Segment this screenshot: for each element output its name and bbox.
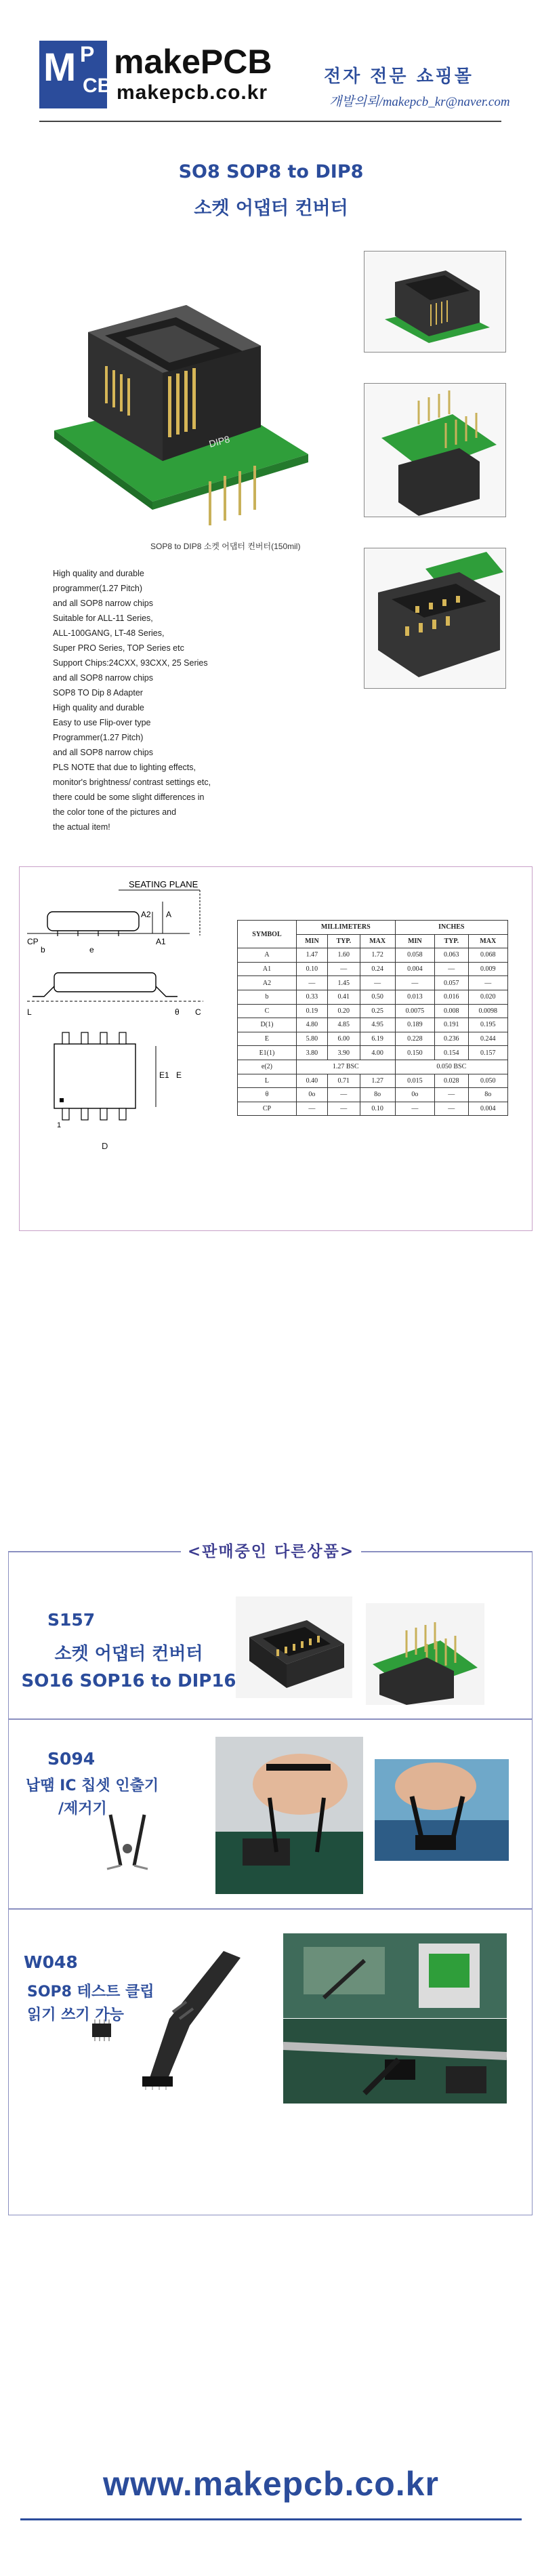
table-cell: 0.050 bbox=[468, 1074, 508, 1088]
product-name-line: 납땜 IC 칩셋 인출기 bbox=[26, 1777, 159, 1794]
product-thumb-3[interactable] bbox=[364, 548, 506, 689]
table-cell: — bbox=[296, 1102, 327, 1116]
label-cp: CP bbox=[27, 937, 39, 946]
table-row bbox=[238, 1074, 508, 1088]
table-row bbox=[238, 1018, 508, 1032]
table-cell: — bbox=[435, 1102, 468, 1116]
table-cell: 0.154 bbox=[435, 1046, 468, 1060]
table-cell: — bbox=[327, 1102, 360, 1116]
table-cell: — bbox=[435, 962, 468, 976]
brand-name: makePCB bbox=[114, 43, 272, 81]
desc-line: and all SOP8 narrow chips bbox=[53, 748, 153, 757]
related-products-heading: <판매중인 다른상품> bbox=[187, 1542, 355, 1561]
table-cell: A bbox=[238, 948, 297, 963]
related-photo-w048-chip bbox=[87, 2017, 117, 2044]
logo-letter-m: M bbox=[43, 45, 77, 89]
table-cell: θ bbox=[238, 1088, 297, 1102]
table-cell: 0.244 bbox=[468, 1032, 508, 1046]
table-cell: D(1) bbox=[238, 1018, 297, 1032]
header-divider bbox=[39, 121, 501, 122]
label-theta: θ bbox=[175, 1007, 180, 1017]
table-cell: 0.004 bbox=[395, 962, 434, 976]
table-cell: 0.028 bbox=[435, 1074, 468, 1088]
product-name-line: 읽기 쓰기 가능 bbox=[27, 2007, 124, 2024]
spec-sub-header: MAX bbox=[360, 934, 395, 948]
product-thumb-1[interactable] bbox=[364, 251, 506, 353]
table-cell: 0.050 BSC bbox=[395, 1060, 507, 1074]
label-l: L bbox=[27, 1007, 32, 1017]
product-name bbox=[20, 1641, 237, 1695]
table-cell: 5.80 bbox=[296, 1032, 327, 1046]
brand-logo[interactable] bbox=[39, 41, 112, 108]
spec-in-header: INCHES bbox=[395, 921, 507, 935]
table-cell: 0.41 bbox=[327, 990, 360, 1004]
table-cell: 8o bbox=[468, 1088, 508, 1102]
table-cell: 0o bbox=[395, 1088, 434, 1102]
product-description bbox=[53, 566, 249, 834]
table-cell: 0.013 bbox=[395, 990, 434, 1004]
svg-text:DIP8: DIP8 bbox=[207, 433, 231, 449]
table-cell: 1.72 bbox=[360, 948, 395, 963]
table-cell: 0.068 bbox=[468, 948, 508, 963]
product-name-line: SOP8 테스트 클립 bbox=[27, 1984, 154, 2000]
desc-line: High quality and durable bbox=[53, 569, 144, 578]
table-cell: — bbox=[395, 1102, 434, 1116]
table-cell: — bbox=[360, 976, 395, 990]
table-cell: — bbox=[395, 976, 434, 990]
table-cell: A1 bbox=[238, 962, 297, 976]
table-cell: 0.71 bbox=[327, 1074, 360, 1088]
table-cell: 0.191 bbox=[435, 1018, 468, 1032]
table-cell: 0.10 bbox=[296, 962, 327, 976]
table-row bbox=[238, 1060, 508, 1074]
label-d: D bbox=[102, 1141, 108, 1151]
related-photo-w048-b bbox=[283, 2019, 507, 2104]
logo-letters-cb: CB bbox=[83, 75, 112, 97]
table-cell: 0.009 bbox=[468, 962, 508, 976]
table-cell: 0.25 bbox=[360, 1004, 395, 1018]
table-cell: 6.19 bbox=[360, 1032, 395, 1046]
desc-line: High quality and durable bbox=[53, 703, 144, 712]
table-cell: C bbox=[238, 1004, 297, 1018]
table-cell: 0.236 bbox=[435, 1032, 468, 1046]
table-cell: 0.189 bbox=[395, 1018, 434, 1032]
table-cell: 0.19 bbox=[296, 1004, 327, 1018]
related-photo-s094-tool bbox=[100, 1811, 154, 1876]
table-cell: e(2) bbox=[238, 1060, 297, 1074]
table-cell: 0.020 bbox=[468, 990, 508, 1004]
table-cell: E bbox=[238, 1032, 297, 1046]
product-title-line2: 소켓 어댑터 컨버터 bbox=[194, 198, 348, 219]
table-cell: 1.60 bbox=[327, 948, 360, 963]
table-row bbox=[238, 1032, 508, 1046]
table-cell: 0.157 bbox=[468, 1046, 508, 1060]
footer-divider bbox=[20, 2518, 522, 2520]
table-cell: 0.0075 bbox=[395, 1004, 434, 1018]
table-row bbox=[238, 948, 508, 963]
seating-plane-label: SEATING PLANE bbox=[129, 879, 199, 889]
table-cell: 0.057 bbox=[435, 976, 468, 990]
related-photo-s094-b bbox=[375, 1759, 509, 1861]
table-cell: 8o bbox=[360, 1088, 395, 1102]
spec-table bbox=[237, 920, 508, 1116]
desc-line: and all SOP8 narrow chips bbox=[53, 599, 153, 608]
main-product-photo bbox=[41, 258, 332, 536]
desc-line: monitor's brightness/ contrast settings etc, bbox=[53, 778, 211, 787]
table-cell: 1.45 bbox=[327, 976, 360, 990]
spec-sub-header: MIN bbox=[395, 934, 434, 948]
desc-line: Suitable for ALL-11 Series, bbox=[53, 613, 153, 623]
table-cell: 0.33 bbox=[296, 990, 327, 1004]
table-cell: L bbox=[238, 1074, 297, 1088]
table-row bbox=[238, 1102, 508, 1116]
table-cell: 0o bbox=[296, 1088, 327, 1102]
desc-line: ALL-100GANG, LT-48 Series, bbox=[53, 628, 165, 638]
table-cell: 1.27 BSC bbox=[296, 1060, 395, 1074]
table-cell: 4.00 bbox=[360, 1046, 395, 1060]
table-row bbox=[238, 976, 508, 990]
label-a2: A2 bbox=[141, 910, 151, 919]
table-cell: 4.85 bbox=[327, 1018, 360, 1032]
table-cell: 4.80 bbox=[296, 1018, 327, 1032]
related-photo-s157-a bbox=[236, 1596, 352, 1698]
desc-line: Support Chips:24CXX, 93CXX, 25 Series bbox=[53, 658, 208, 668]
product-code: S157 bbox=[47, 1610, 96, 1630]
logo-letter-p: P bbox=[80, 42, 95, 66]
table-cell: b bbox=[238, 990, 297, 1004]
desc-line: there could be some slight differences in bbox=[53, 792, 205, 802]
label-e-cap: E bbox=[176, 1070, 182, 1080]
product-name-line: SO16 SOP16 to DIP16 bbox=[21, 1671, 236, 1691]
table-cell: 0.058 bbox=[395, 948, 434, 963]
desc-line: and all SOP8 narrow chips bbox=[53, 673, 153, 683]
desc-line: Easy to use Flip-over type bbox=[53, 718, 151, 727]
table-cell: 4.95 bbox=[360, 1018, 395, 1032]
table-cell: 3.90 bbox=[327, 1046, 360, 1060]
site-header bbox=[39, 41, 541, 112]
table-cell: 0.50 bbox=[360, 990, 395, 1004]
photo-caption: SOP8 to DIP8 소켓 어댑터 컨버터(150mil) bbox=[150, 542, 301, 551]
label-a: A bbox=[166, 910, 172, 919]
table-cell: A2 bbox=[238, 976, 297, 990]
label-b: b bbox=[41, 945, 45, 954]
spec-sub-header: MAX bbox=[468, 934, 508, 948]
label-c: C bbox=[195, 1007, 201, 1017]
contact-email[interactable]: 개발의뢰/makepcb_kr@naver.com bbox=[329, 95, 510, 109]
table-cell: — bbox=[296, 976, 327, 990]
related-photo-s157-b bbox=[366, 1603, 484, 1705]
related-photo-w048-a bbox=[283, 1933, 507, 2018]
related-divider bbox=[8, 1908, 533, 1910]
spec-sub-header: MIN bbox=[296, 934, 327, 948]
table-cell: 3.80 bbox=[296, 1046, 327, 1060]
table-cell: CP bbox=[238, 1102, 297, 1116]
table-cell: — bbox=[327, 962, 360, 976]
table-cell: 0.24 bbox=[360, 962, 395, 976]
product-name-line: 소켓 어댑터 컨버터 bbox=[54, 1644, 203, 1664]
table-cell: 0.40 bbox=[296, 1074, 327, 1088]
label-e: e bbox=[89, 945, 94, 954]
product-code: S094 bbox=[47, 1749, 96, 1769]
spec-symbol-header: SYMBOL bbox=[238, 921, 297, 948]
desc-line: SOP8 TO Dip 8 Adapter bbox=[53, 688, 143, 698]
table-row bbox=[238, 962, 508, 976]
label-e1: E1 bbox=[159, 1070, 169, 1080]
table-cell: 0.015 bbox=[395, 1074, 434, 1088]
table-cell: 1.47 bbox=[296, 948, 327, 963]
table-cell: 1.27 bbox=[360, 1074, 395, 1088]
footer-site-url[interactable]: www.makepcb.co.kr bbox=[103, 2465, 439, 2503]
table-cell: E1(1) bbox=[238, 1046, 297, 1060]
desc-line: the actual item! bbox=[53, 822, 110, 832]
desc-line: Programmer(1.27 Pitch) bbox=[53, 733, 144, 742]
desc-line: programmer(1.27 Pitch) bbox=[53, 584, 142, 593]
label-a1: A1 bbox=[156, 937, 166, 946]
brand-url[interactable]: makepcb.co.kr bbox=[117, 81, 268, 104]
table-row bbox=[238, 1046, 508, 1060]
shop-tagline: 전자 전문 쇼핑몰 bbox=[324, 66, 474, 87]
table-cell: 0.195 bbox=[468, 1018, 508, 1032]
table-cell: 0.228 bbox=[395, 1032, 434, 1046]
table-row bbox=[238, 1004, 508, 1018]
table-cell: 0.004 bbox=[468, 1102, 508, 1116]
table-cell: 0.10 bbox=[360, 1102, 395, 1116]
label-pin-1: 1 bbox=[57, 1121, 62, 1129]
spec-sub-header: TYP. bbox=[435, 934, 468, 948]
spec-sub-header: TYP. bbox=[327, 934, 360, 948]
product-title-line1: SO8 SOP8 to DIP8 bbox=[178, 161, 364, 182]
table-cell: 0.150 bbox=[395, 1046, 434, 1060]
desc-line: PLS NOTE that due to lighting effects, bbox=[53, 763, 196, 772]
table-row bbox=[238, 1088, 508, 1102]
related-photo-w048-clip bbox=[122, 1937, 271, 2090]
table-cell: — bbox=[435, 1088, 468, 1102]
related-divider bbox=[8, 1718, 533, 1720]
table-cell: 6.00 bbox=[327, 1032, 360, 1046]
desc-line: Super PRO Series, TOP Series etc bbox=[53, 643, 184, 653]
table-cell: — bbox=[327, 1088, 360, 1102]
table-cell: 0.063 bbox=[435, 948, 468, 963]
related-photo-s094-a bbox=[215, 1737, 363, 1894]
table-cell: 0.008 bbox=[435, 1004, 468, 1018]
product-name-line: /제거기 bbox=[58, 1800, 107, 1817]
table-cell: 0.0098 bbox=[468, 1004, 508, 1018]
desc-line: the color tone of the pictures and bbox=[53, 807, 177, 817]
table-cell: 0.20 bbox=[327, 1004, 360, 1018]
spec-mm-header: MILLIMETERS bbox=[296, 921, 395, 935]
table-cell: 0.016 bbox=[435, 990, 468, 1004]
table-cell: — bbox=[468, 976, 508, 990]
table-row bbox=[238, 990, 508, 1004]
product-thumb-2[interactable] bbox=[364, 383, 506, 517]
product-code: W048 bbox=[24, 1952, 78, 1972]
package-outline-diagram bbox=[27, 871, 230, 1129]
